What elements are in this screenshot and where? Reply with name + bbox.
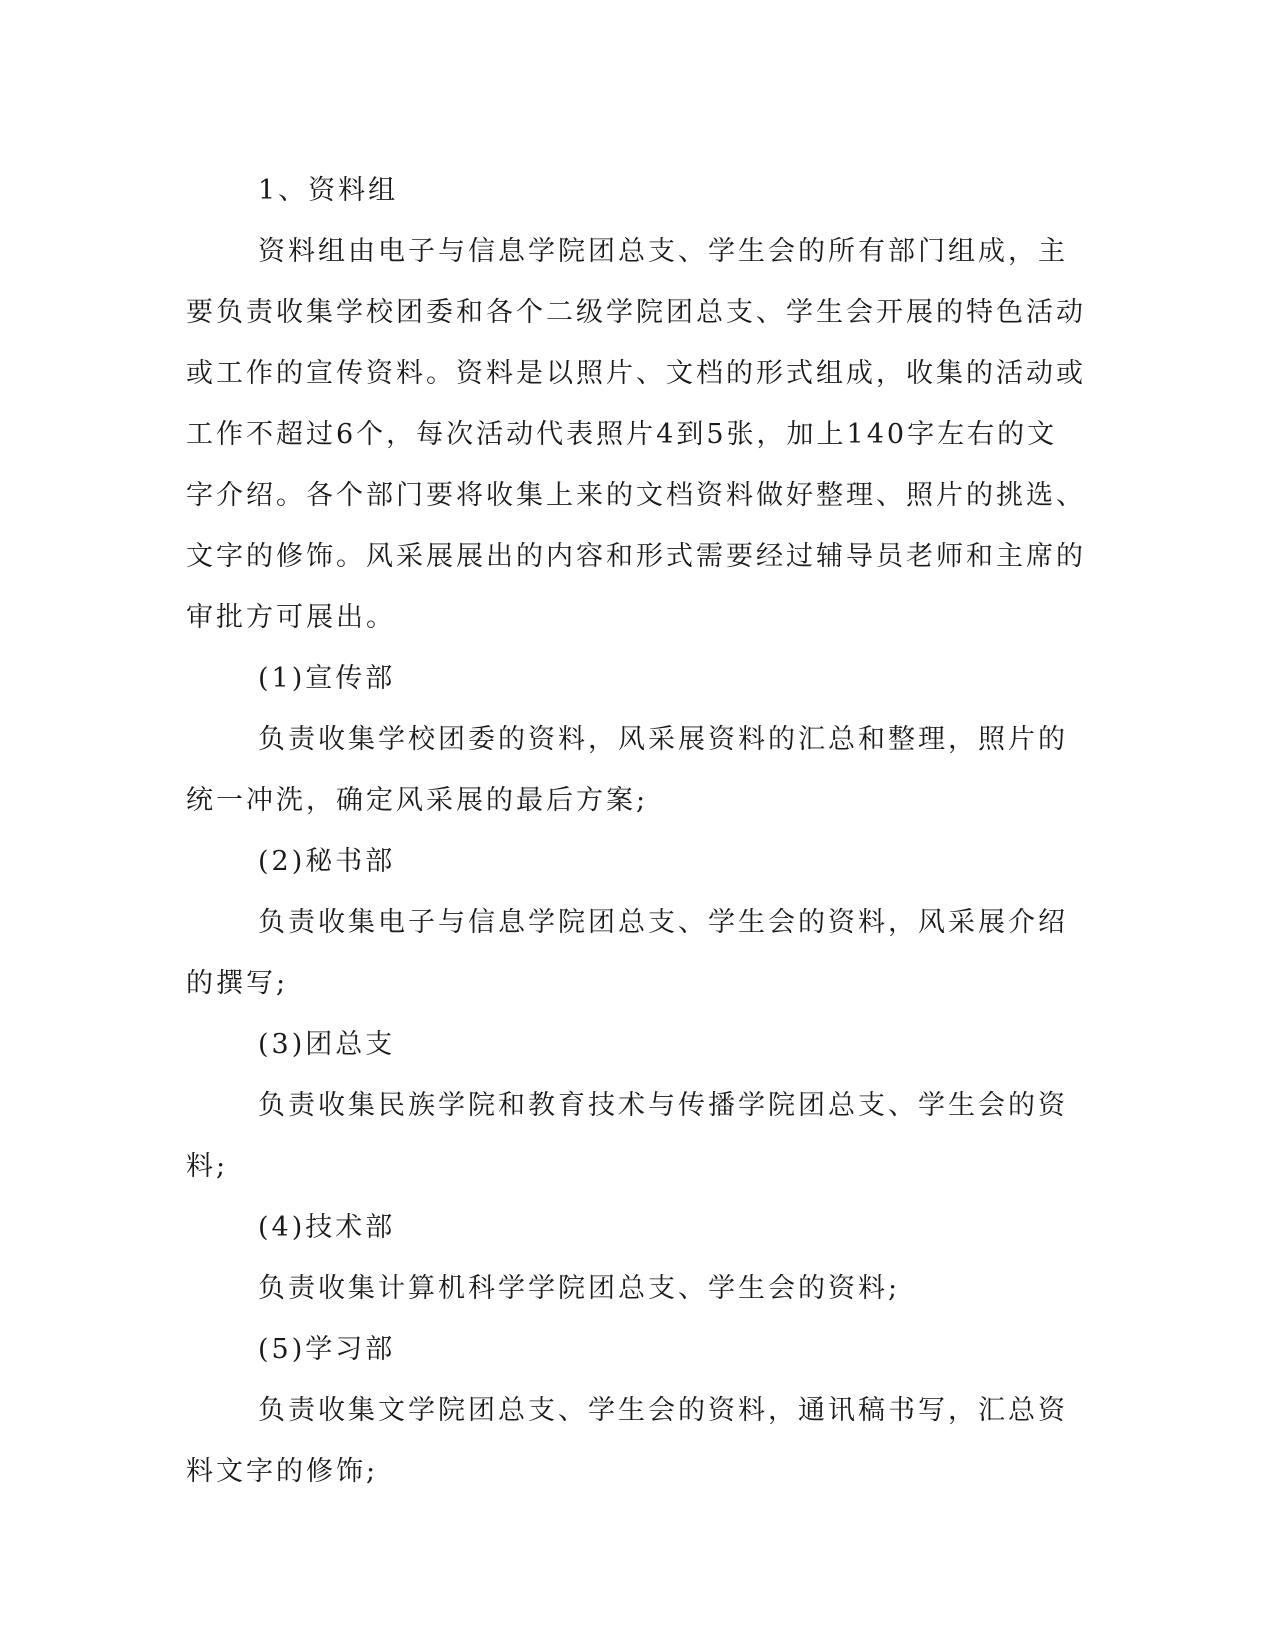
item-heading-4: (4)技术部 — [258, 1212, 396, 1243]
item-description-3: 负责收集民族学院和教育技术与传播学院团总支、学生会的资料; — [186, 1090, 1068, 1182]
item-description-1: 负责收集学校团委的资料，风采展资料的汇总和整理，照片的统一冲洗，确定风采展的最后方案; — [186, 724, 1068, 816]
item-description-2: 负责收集电子与信息学院团总支、学生会的资料，风采展介绍的撰写; — [186, 907, 1068, 999]
item-description-4: 负责收集计算机科学学院团总支、学生会的资料; — [258, 1273, 901, 1304]
item-description-5: 负责收集文学院团总支、学生会的资料，通讯稿书写，汇总资料文字的修饰; — [186, 1395, 1068, 1487]
item-heading-1: (1)宣传部 — [258, 663, 396, 694]
intro-paragraph: 资料组由电子与信息学院团总支、学生会的所有部门组成，主要负责收集学校团委和各个二级学院团总支、学生会开展的特色活动或工作的宣传资料。资料是以照片、文档的形式组成，收集的活动或工作不超过6个，每次活动代表照片4到5张，加上140字左右的文字介绍。各个部门要将收集上来的文档资料做好整理、照片的挑选、文字的修饰。风采展展出的内容和形式需要经过辅导员老师和主席的审批方可展出。 — [186, 236, 1086, 633]
section-heading: 1、资料组 — [258, 175, 399, 206]
item-heading-2: (2)秘书部 — [258, 846, 396, 877]
document-body — [186, 160, 1086, 1502]
item-heading-5: (5)学习部 — [258, 1334, 396, 1365]
item-heading-3: (3)团总支 — [258, 1029, 396, 1060]
